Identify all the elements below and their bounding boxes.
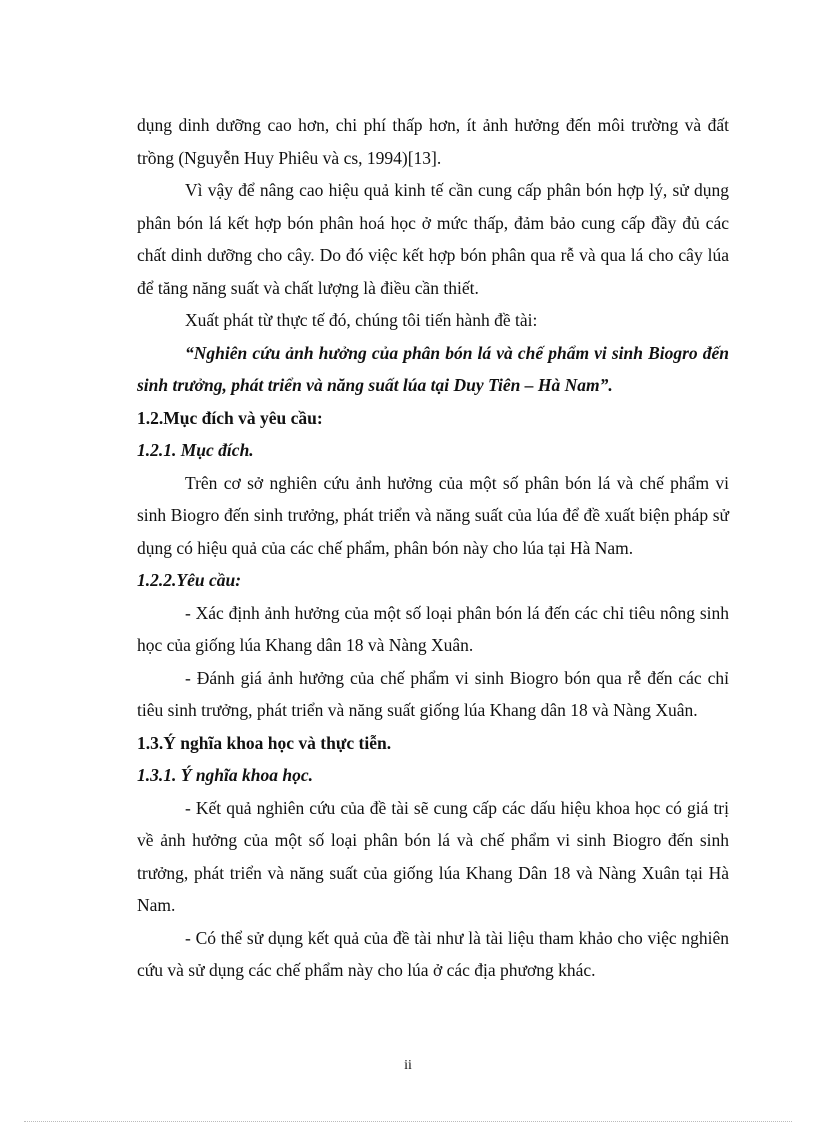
- significance-item: - Kết quả nghiên cứu của đề tài sẽ cung cấp các dấu hiệu khoa học có giá trị về ảnh hưởng của một số loại phân bón lá và chế phẩm vi sinh Biogro đến sinh trưởng, phát triển và năng suất của giống lúa Khang Dân 18 và Nàng Xuân tại Hà Nam.: [137, 797, 729, 915]
- subsection-heading-1-3-1: 1.3.1. Ý nghĩa khoa học.: [137, 765, 313, 785]
- requirement-item: - Xác định ảnh hưởng của một số loại phân bón lá đến các chỉ tiêu nông sinh học của giống lúa Khang dân 18 và Nàng Xuân.: [137, 602, 729, 655]
- section-heading-1-2: 1.2.Mục đích và yêu cầu:: [137, 407, 323, 428]
- page-bottom-divider: [24, 1121, 792, 1122]
- paragraph-objective: Trên cơ sở nghiên cứu ảnh hưởng của một số phân bón lá và chế phẩm vi sinh Biogro đến sinh trưởng, phát triển và năng suất của lúa để đề xuất biện pháp sử dụng có hiệu quả của các chế phẩm, phân bón này cho lúa tại Hà Nam.: [137, 472, 729, 558]
- paragraph-intro-continuation: dụng dinh dưỡng cao hơn, chi phí thấp hơn, ít ảnh hưởng đến môi trường và đất trồng (Nguyễn Huy Phiêu và cs, 1994)[13].: [137, 115, 729, 168]
- body-text: [137, 109, 729, 987]
- section-heading-1-3: 1.3.Ý nghĩa khoa học và thực tiễn.: [137, 732, 392, 753]
- page-number: ii: [404, 1058, 412, 1073]
- paragraph-topic-lead: Xuất phát từ thực tế đó, chúng tôi tiến hành đề tài:: [185, 310, 538, 330]
- paragraph-fertilizer-rationale: Vì vậy để nâng cao hiệu quả kinh tế cần cung cấp phân bón hợp lý, sử dụng phân bón lá kết hợp bón phân hoá học ở mức thấp, đảm bảo cung cấp đầy đủ các chất dinh dưỡng cho cây. Do đó việc kết hợp bón phân qua rễ và qua lá cho cây lúa để tăng năng suất và chất lượng là điều cần thiết.: [137, 180, 729, 298]
- requirement-item: - Đánh giá ảnh hưởng của chế phẩm vi sinh Biogro bón qua rễ đến các chỉ tiêu sinh trưởng, phát triển và năng suất giống lúa Khang dân 18 và Nàng Xuân.: [137, 667, 729, 720]
- thesis-title: “Nghiên cứu ảnh hưởng của phân bón lá và chế phẩm vi sinh Biogro đến sinh trưởng, phát triển và năng suất lúa tại Duy Tiên – Hà Nam”.: [137, 342, 729, 395]
- subsection-heading-1-2-2: 1.2.2.Yêu cầu:: [137, 570, 242, 590]
- significance-item: - Có thể sử dụng kết quả của đề tài như là tài liệu tham khảo cho việc nghiên cứu và sử dụng các chế phẩm này cho lúa ở các địa phương khác.: [137, 927, 729, 980]
- subsection-heading-1-2-1: 1.2.1. Mục đích.: [137, 440, 254, 460]
